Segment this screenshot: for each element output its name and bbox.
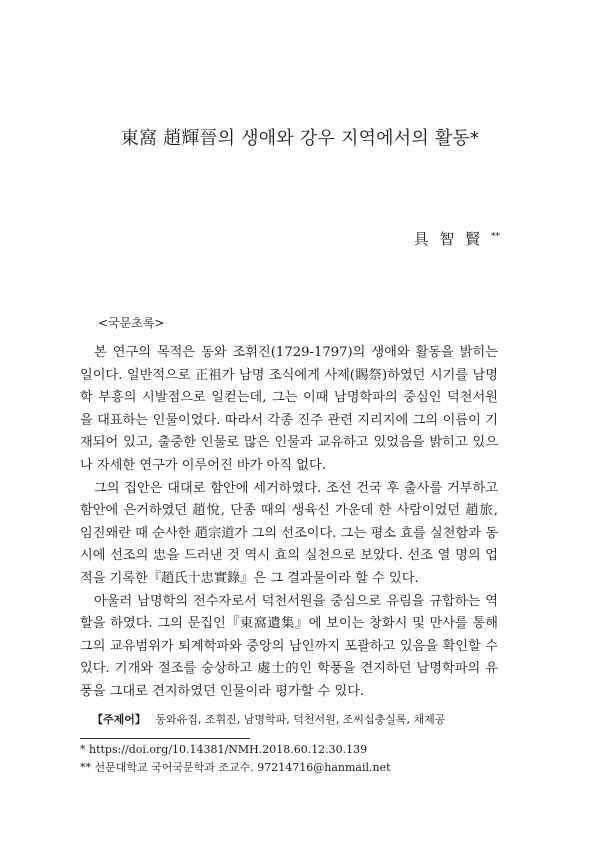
footnote-divider bbox=[80, 738, 250, 739]
author-footnote-mark: ** bbox=[491, 232, 500, 242]
keywords-label: 【주제어】 bbox=[92, 713, 146, 726]
abstract-paragraph: 본 연구의 목적은 동와 조휘진(1729-1797)의 생애와 활동을 밝히는 일이다. 일반적으로 正祖가 남명 조식에게 사제(賜祭)하였던 시기를 남명학 부흥의 시발점으로 일컫는데, 그는 이때 남명학파의 중심인 덕천서원을 대표하는 인물이었다. 따라서 각종 진주 관련 지리지에 그의 이름이 기재되어 있고, 출중한 인물로 많은 인물과 교유하고 있었음을 밝히고 있으나 자세한 연구가 이루어진 바가 아직 없다. bbox=[80, 345, 498, 473]
keywords bbox=[92, 711, 445, 727]
abstract-paragraph: 그의 집안은 대대로 함안에 세거하였다. 조선 건국 후 출사를 거부하고 함안에 은거하였던 趙悅, 단종 때의 생육신 가운데 한 사람이었던 趙旅, 임진왜란 때 순사한 趙宗道가 그의 선조이다. 그는 평소 효를 실천함과 동시에 선조의 忠을 드러낸 것 역시 효의 실천으로 보았다. 선조 열 명의 업적을 기록한『趙氏十忠實錄』은 그 결과물이라 할 수 있다. bbox=[80, 480, 498, 586]
article-title: 東窩 趙輝晉의 생애와 강우 지역에서의 활동* bbox=[120, 128, 480, 149]
keywords-list: 동와유집, 조휘진, 남명학파, 덕천서원, 조씨십충실록, 채제공 bbox=[155, 713, 446, 726]
abstract-heading: <국문초록> bbox=[98, 316, 165, 330]
footnote-author-affiliation: ** 선문대학교 국어국문학과 조교수. 97214716@hanmail.net bbox=[80, 761, 391, 774]
abstract-paragraph: 아울러 남명학의 전수자로서 덕천서원을 중심으로 유림을 규합하는 역할을 하였다. 그의 문집인『東窩遺集』에 보이는 창화시 및 만사를 통해 그의 교유범위가 퇴계학파와 중앙의 남인까지 포괄하고 있음을 확인할 수 있다. 기개와 절조를 숭상하고 處士的인 학풍을 견지하던 남명학파의 유풍을 그대로 견지하였던 인물이라 평가할 수 있다. bbox=[80, 593, 498, 699]
author-line bbox=[414, 228, 500, 249]
abstract-body bbox=[80, 342, 498, 704]
author-name: 具 智 賢 bbox=[413, 230, 484, 248]
footnote-doi: * https://doi.org/10.14381/NMH.2018.60.12.30.139 bbox=[80, 743, 368, 756]
